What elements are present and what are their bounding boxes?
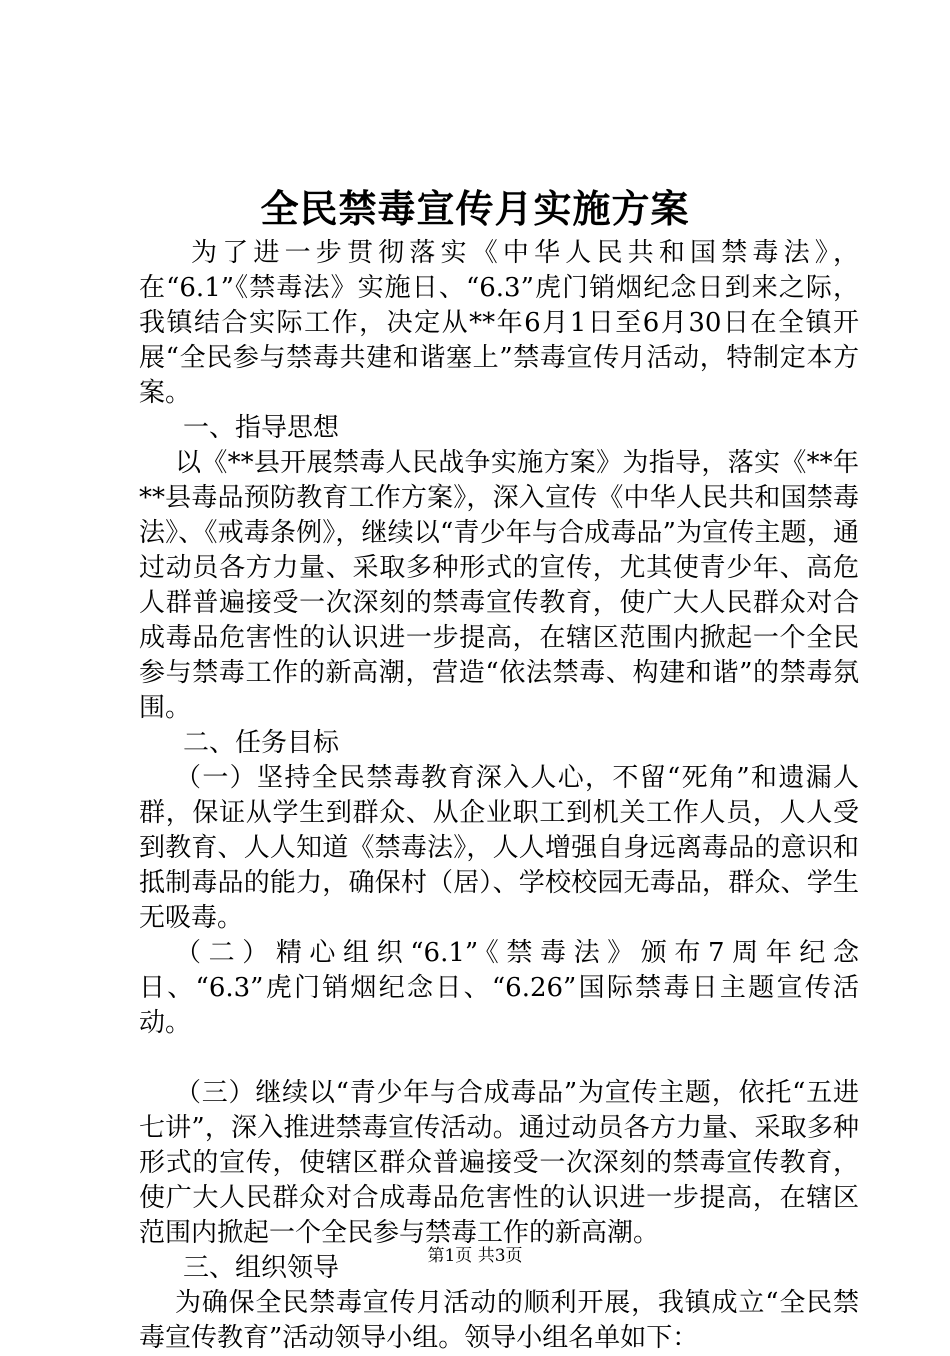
section-heading-task-goals: 二、任务目标 bbox=[183, 728, 340, 758]
section-heading-organization: 三、组织领导 bbox=[183, 1253, 340, 1283]
document-body bbox=[139, 236, 859, 1356]
task-goal-paragraph-2: （二）精心组织“6.1”《禁毒法》颁布7周年纪念日、“6.3”虎门销烟纪念日、“6.26”国际禁毒日主题宣传活动。 bbox=[139, 938, 859, 1038]
section-heading-guiding-thought: 一、指导思想 bbox=[183, 413, 340, 443]
intro-paragraph: 为了进一步贯彻落实《中华人民共和国禁毒法》，在“6.1”《禁毒法》实施日、“6.3”虎门销烟纪念日到来之际，我镇结合实际工作，决定从**年6月1日至6月30日在全镇开展“全民参与禁毒共建和谐塞上”禁毒宣传月活动，特制定本方案。 bbox=[139, 238, 859, 408]
task-goal-paragraph-1: （一）坚持全民禁毒教育深入人心，不留“死角”和遗漏人群，保证从学生到群众、从企业职工到机关工作人员，人人受到教育、人人知道《禁毒法》，人人增强自身远离毒品的意识和抵制毒品的能力，确保村（居）、学校校园无毒品，群众、学生无吸毒。 bbox=[139, 763, 859, 933]
task-goal-paragraph-3: （三）继续以“青少年与合成毒品”为宣传主题，依托“五进七讲”，深入推进禁毒宣传活动。通过动员各方力量、采取多种形式的宣传，使辖区群众普遍接受一次深刻的禁毒宣传教育，使广大人民群众对合成毒品危害性的认识进一步提高，在辖区范围内掀起一个全民参与禁毒工作的新高潮。 bbox=[139, 1078, 859, 1248]
paragraph-spacer bbox=[139, 1041, 859, 1076]
page-number-footer: 第1页 共3页 bbox=[427, 1246, 523, 1266]
organization-paragraph: 为确保全民禁毒宣传月活动的顺利开展，我镇成立“全民禁毒宣传教育”活动领导小组。领导小组名单如下： bbox=[139, 1288, 859, 1353]
guiding-thought-paragraph: 以《**县开展禁毒人民战争实施方案》为指导，落实《**年**县毒品预防教育工作方案》，深入宣传《中华人民共和国禁毒法》、《戒毒条例》，继续以“青少年与合成毒品”为宣传主题，通过动员各方力量、采取多种形式的宣传，尤其使青少年、高危人群普遍接受一次深刻的禁毒宣传教育，使广大人民群众对合成毒品危害性的认识进一步提高，在辖区范围内掀起一个全民参与禁毒工作的新高潮，营造“依法禁毒、构建和谐”的禁毒氛围。 bbox=[139, 448, 859, 723]
document-title: 全民禁毒宣传月实施方案 bbox=[260, 186, 690, 231]
